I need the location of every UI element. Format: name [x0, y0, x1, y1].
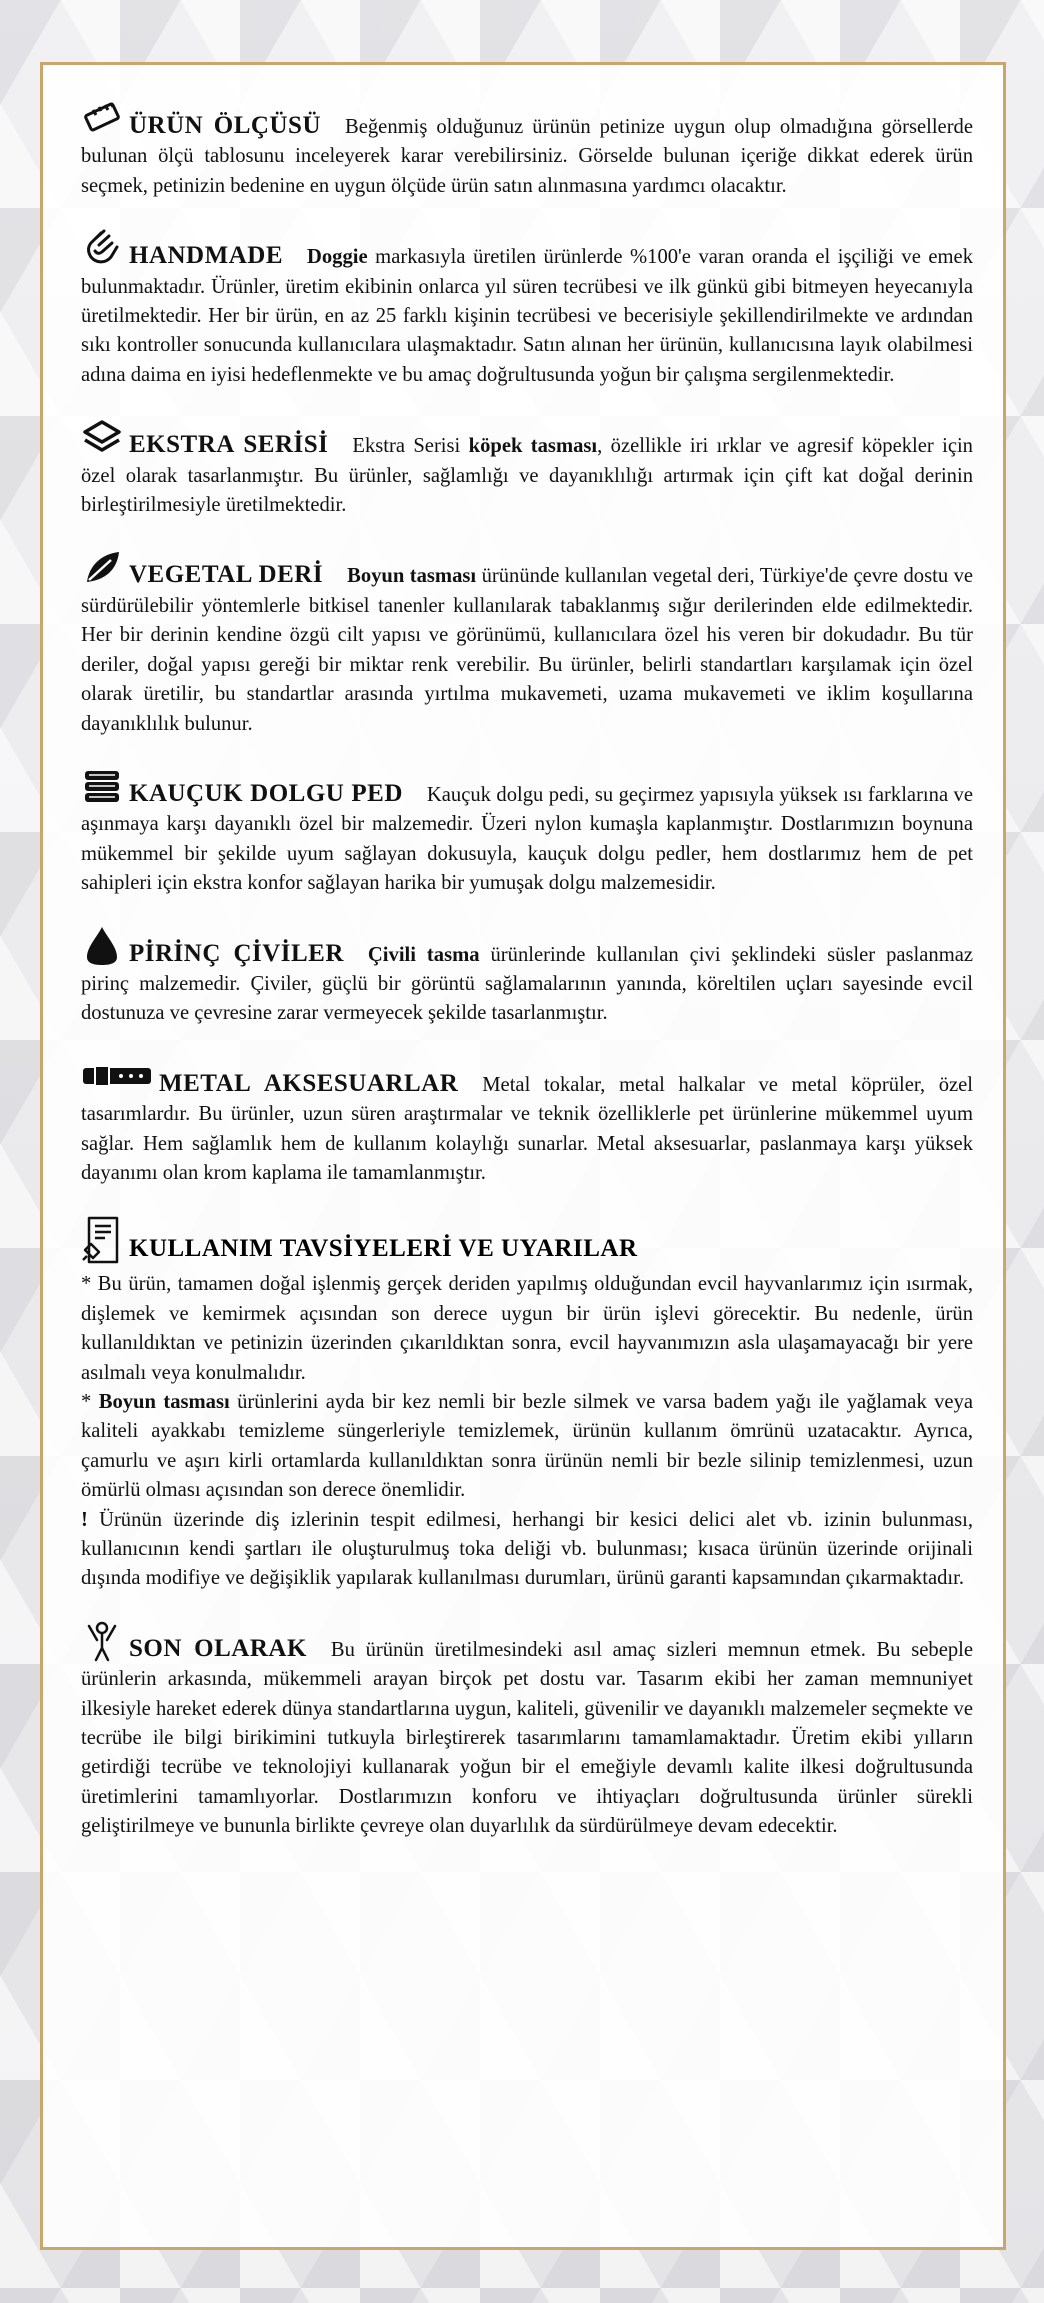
section-title: METAL AKSESUARLAR: [159, 1069, 459, 1097]
section-text: Bu ürünün üretilmesindeki asıl amaç sizleri memnun etmek. Bu sebeple ürünlerin arkasında, mükemmeli arayan birçok pet dostu var. Tasarım ekibi her zaman memnuniyet ilkesiyle hareket ederek dünya standartlarına uygun, kaliteli, güvenilir ve dayanıklı malzemeler seçmekte ve tecrübe ile bilgi birikimini tutkuyla birleştirerek tasarımlarını tamamlamaktadır. Üretim ekibi yılların getirdiği tecrübe ve teknolojiyi kullanarak yoğun bir el emeğiyle devamlı kalite ilkesi doğrultusunda üretimlerini tamamlıyorlar. Dostlarımızın konforu ve ihtiyaçları doğrultusunda ürünler sürekli geliştirilmeye ve bununla birlikte çevreye olan duyarlılık da sürdürülmeye devam edecektir.: [81, 1638, 973, 1838]
warning-mark: !: [81, 1508, 88, 1531]
section-title: EKSTRA SERİSİ: [129, 431, 329, 459]
section-text: Ürünün üzerinde diş izlerinin tespit edilmesi, herhangi bir kesici delici alet vb. izinin bulunması, kullanıcının kendi şartları ile oluşturulmuş toka deliği vb. bulunması; kısaca ürünün üzerinde orijinali dışında modifiye ve değişiklik yapılarak kullanılması durumları, ürünü garanti kapsamından çıkarmaktadır.: [81, 1508, 973, 1590]
section-title: PİRİNÇ ÇİVİLER: [129, 939, 344, 967]
section-product-size: [81, 97, 973, 201]
section-title: KULLANIM TAVSİYELERİ VE UYARILAR: [129, 1235, 638, 1263]
section-text: Kauçuk dolgu pedi, su geçirmez yapısıyla yüksek ısı farklarına ve aşınmaya karşı dayanıklı özel bir malzemedir. Üzeri nylon kumaşla kaplanmıştır. Dostlarımızın boynuna mükemmel bir şekilde uyum sağlayan dokusuyla, kauçuk dolgu pedler, hem dostlarımız hem de pet sahipleri için ekstra konfor sağlayan harika bir yumuşak dolgu malzemesidir.: [81, 783, 973, 895]
section-metal-accessories: [81, 1055, 973, 1189]
section-text: ürünlerini ayda bir kez nemli bir bezle silmek ve varsa badem yağı ile yağlamak veya kaliteli ayakkabı temizleme süngerleriyle temizlemek, ürünün kullanım ömrünü uzatacaktır. Ayrıca, çamurlu ve aşırı kirli ortamlarda kullanıldıktan sonra ürünün nemli bir bezle silinip temizlenmesi, uzun ömürlü olması açısından son derece önemlidir.: [81, 1391, 974, 1502]
section-conclusion: [81, 1620, 973, 1842]
collar-icon: [81, 1055, 153, 1097]
layers-icon: [81, 416, 123, 458]
section-rubber-pad: [81, 765, 973, 899]
section-title: HANDMADE: [129, 242, 283, 270]
ruler-icon: [81, 97, 123, 139]
section-text: Metal tokalar, metal halkalar ve metal köprüler, özel tasarımlardır. Bu ürünler, uzun süren araştırmalar ve teknik özelliklerle pet ürünlerine mükemmel uyum sağlar. Hem sağlamlık hem de kullanım kolaylığı sunarlar. Metal aksesuarlar, paslanmaya karşı yüksek dayanımı olan krom kaplama ile tamamlanmıştır.: [81, 1073, 973, 1184]
section-title: ÜRÜN ÖLÇÜSÜ: [129, 112, 321, 139]
document-icon: [81, 1214, 123, 1266]
section-text: * Bu ürün, tamamen doğal işlenmiş gerçek deriden yapılmış olduğundan evcil hayvanlarımız için ısırmak, dişlemek ve kemirmek açısından son derece uygun bir ürün işlevi görecektir. Bu nedenle, ürün kullanıldıktan ve petinizin üzerinden çıkarıldıktan sonra, evcil hayvanımızın asla ulaşamayacağı bir yere asılmalı veya konulmalıdır.: [81, 1273, 973, 1384]
stack-icon: [81, 765, 123, 807]
section-title: VEGETAL DERİ: [129, 561, 324, 589]
bullet-prefix: *: [81, 1391, 99, 1413]
section-handmade: [81, 227, 973, 390]
section-text: ürünlerinde kullanılan çivi şeklindeki süsler paslanmaz pirinç malzemedir. Çiviler, güçlü bir görüntü sağlamalarının yanında, köreltilen uçları sayesinde evcil dostunuza ve çevresine zarar vermeyecek şekilde tasarlanmıştır.: [81, 943, 973, 1025]
section-text-b: , özellikle iri ırklar ve agresif köpekler için özel olarak tasarlanmıştır. Bu ürünler, sağlamlığı ve dayanıklılığı artırmak için çift kat doğal derinin birleştirilmesiyle üretilmektedir.: [81, 435, 973, 517]
section-vegetal-leather: [81, 546, 973, 738]
rivet-icon: [81, 925, 123, 967]
section-title: SON OLARAK: [129, 1634, 307, 1662]
section-bold: köpek tasması: [468, 435, 598, 458]
section-bold: Boyun tasması: [98, 1391, 230, 1413]
brand-name: Doggie: [307, 246, 368, 269]
section-header: [81, 1214, 973, 1266]
section-title: KAUÇUK DOLGU PED: [129, 779, 403, 807]
section-body: [81, 227, 973, 390]
warning-paragraph-1: [81, 1270, 973, 1388]
section-usage-warnings: [81, 1214, 973, 1593]
section-brass-rivets: [81, 925, 973, 1029]
section-body: [81, 416, 973, 520]
section-text: markasıyla üretilen ürünlerde %100'e varan oranda el işçiliği ve emek bulunmaktadır. Ürünler, üretim ekibinin onlarca yıl süren tecrübesi ve ilk günkü gibi bitmeyen heyecanıyla üretilmektedir. Her bir ürün, en az 25 farklı kişinin tecrübesi ve becerisiyle şekillendirilmekte ve ardından sıkı kontroller sonucunda kullanıcılara ulaşmaktadır. Satın alınan her ürünün, kullanıcısına layık olabilmesi adına daima en iyisi hedeflenmekte ve bu amaç doğrultusunda yoğun bir çalışma sergilenmektedir.: [81, 246, 973, 386]
section-body: [81, 97, 973, 201]
leaf-icon: [81, 546, 123, 588]
person-icon: [81, 1620, 123, 1662]
warning-paragraph-2: [81, 1388, 973, 1506]
section-extra-series: [81, 416, 973, 520]
section-bold: Çivili tasma: [367, 943, 480, 966]
content-panel: [40, 62, 1006, 2250]
warning-paragraph-3: [81, 1506, 973, 1594]
section-body: [81, 1055, 973, 1189]
section-bold: Boyun tasması: [347, 565, 477, 588]
section-body: [81, 1620, 973, 1842]
content-column: [81, 97, 973, 1868]
section-body: [81, 925, 973, 1029]
section-text: Beğenmiş olduğunuz ürünün petinize uygun olup olmadığına görsellerde bulunan ölçü tablosunu inceleyerek karar verebilirsiniz. Görselde bulunan içeriğe dikkat ederek ürün seçmek, petinizin bedenine en uygun ölçüde ürün satın alınmasına yardımcı olacaktır.: [81, 116, 973, 197]
section-text: ürününde kullanılan vegetal deri, Türkiye'de çevre dostu ve sürdürülebilir yöntemlerle bitkisel tanenler kullanılarak tabaklanmış sığır derilerinden elde edilmektedir. Her bir derinin kendine özgü cilt yapısı ve görünümü, kullanıcılara özel his veren bir dokudadır. Bu tür deriler, doğal yapısı gereği bir miktar renk verebilir. Bu ürünler, belirli standartları karşılamak için özel olarak üretilir, bu standartlar arasında yırtılma mukavemeti, uzama mukavemeti ve iklim koşullarına dayanıklılık bulunur.: [81, 565, 974, 735]
hand-icon: [81, 227, 123, 269]
section-body: [81, 765, 973, 899]
section-text-a: Ekstra Serisi: [352, 435, 469, 458]
section-body: [81, 546, 973, 738]
